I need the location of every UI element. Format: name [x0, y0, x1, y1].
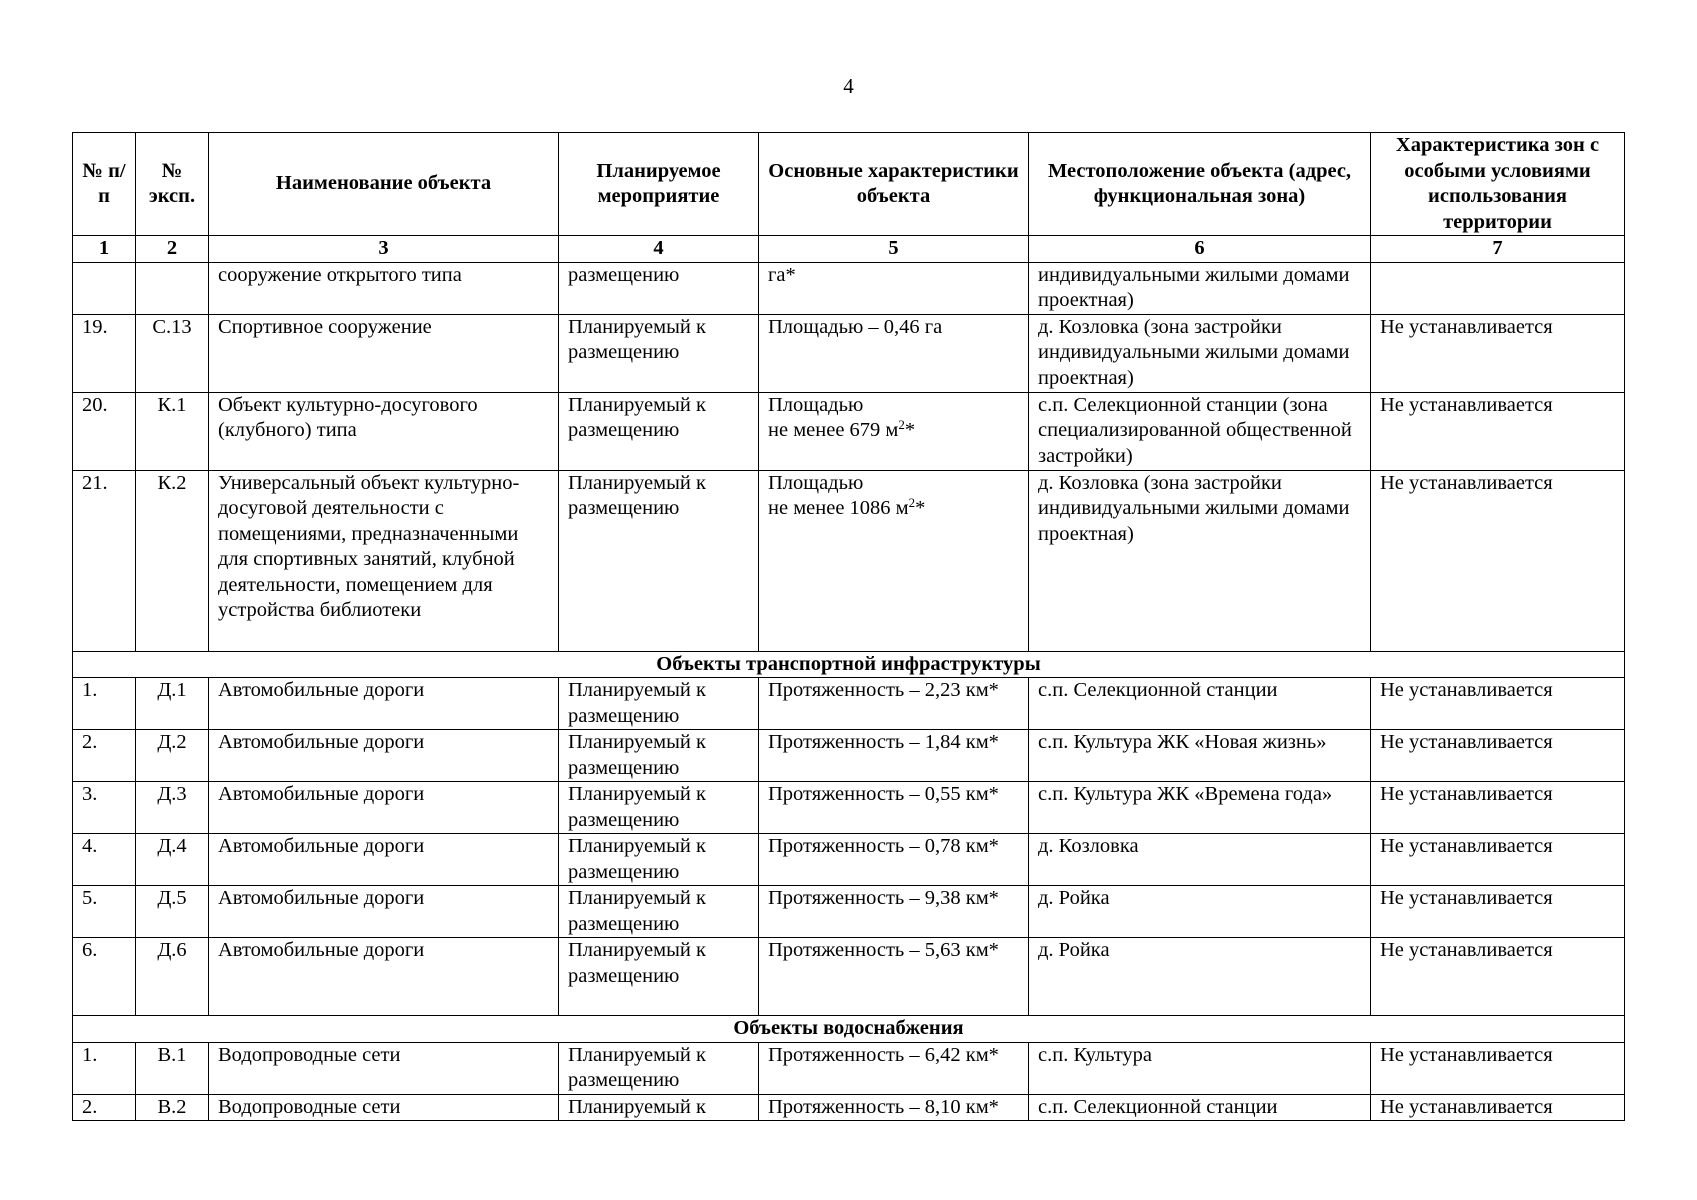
row-action: Планируемый к размещению: [559, 470, 759, 651]
row-exp: Д.3: [136, 782, 209, 834]
row-location: с.п. Культура ЖК «Новая жизнь»: [1029, 730, 1371, 782]
column-number: 1: [73, 236, 136, 263]
section-row: [73, 651, 1625, 678]
row-name: Водопроводные сети: [209, 1094, 559, 1121]
row-action: Планируемый к размещению: [559, 782, 759, 834]
header-name: Наименование объекта: [209, 133, 559, 236]
row-number: 1.: [73, 678, 136, 730]
row-number: 19.: [73, 314, 136, 392]
row-exp: Д.4: [136, 834, 209, 886]
row-characteristics: га*: [759, 262, 1029, 314]
table-row: [73, 314, 1625, 392]
header-characteristics: Основные характеристики объекта: [759, 133, 1029, 236]
row-characteristics: [759, 392, 1029, 470]
characteristics-line: [768, 496, 1019, 522]
column-number: 2: [136, 236, 209, 263]
area-value: не менее 1086 м: [768, 497, 909, 519]
table-row: [73, 392, 1625, 470]
row-action: Планируемый к размещению: [559, 392, 759, 470]
row-name: Автомобильные дороги: [209, 782, 559, 834]
table-row: [73, 678, 1625, 730]
row-number: 1.: [73, 1042, 136, 1094]
row-action: размещению: [559, 262, 759, 314]
table-row: [73, 470, 1625, 651]
row-location: с.п. Культура: [1029, 1042, 1371, 1094]
objects-table: [72, 132, 1625, 1121]
row-action: Планируемый к размещению: [559, 678, 759, 730]
row-action: Планируемый к размещению: [559, 834, 759, 886]
row-characteristics: [759, 470, 1029, 651]
table-row: [73, 938, 1625, 1016]
row-number: 3.: [73, 782, 136, 834]
row-location: с.п. Селекционной станции (зона специализированной общественной застройки): [1029, 392, 1371, 470]
table-row: [73, 1094, 1625, 1121]
row-location: с.п. Селекционной станции: [1029, 678, 1371, 730]
row-exp: С.13: [136, 314, 209, 392]
row-exp: К.2: [136, 470, 209, 651]
header-exp: № эксп.: [136, 133, 209, 236]
row-exp: В.2: [136, 1094, 209, 1121]
row-exp: Д.6: [136, 938, 209, 1016]
row-location: д. Ройка: [1029, 938, 1371, 1016]
row-name: Автомобильные дороги: [209, 834, 559, 886]
table-row: [73, 1042, 1625, 1094]
row-exp: В.1: [136, 1042, 209, 1094]
row-characteristics: Протяженность – 0,55 км*: [759, 782, 1029, 834]
row-name: Автомобильные дороги: [209, 886, 559, 938]
row-zone: Не устанавливается: [1371, 886, 1625, 938]
row-name: сооружение открытого типа: [209, 262, 559, 314]
table-row: [73, 886, 1625, 938]
column-number: 4: [559, 236, 759, 263]
row-exp: К.1: [136, 392, 209, 470]
row-zone: Не устанавливается: [1371, 834, 1625, 886]
row-number: 20.: [73, 392, 136, 470]
section-row: [73, 1016, 1625, 1043]
row-zone: Не устанавливается: [1371, 678, 1625, 730]
row-characteristics: Площадью – 0,46 га: [759, 314, 1029, 392]
row-zone: Не устанавливается: [1371, 1094, 1625, 1121]
row-action: Планируемый к размещению: [559, 938, 759, 1016]
header-row: [73, 133, 1625, 236]
row-action: Планируемый к размещению: [559, 314, 759, 392]
row-number: [73, 262, 136, 314]
row-name: Водопроводные сети: [209, 1042, 559, 1094]
characteristics-line: Площадью: [768, 393, 864, 416]
row-action: Планируемый к размещению: [559, 886, 759, 938]
row-name: Объект культурно-досугового (клубного) типа: [209, 392, 559, 470]
row-zone: Не устанавливается: [1371, 730, 1625, 782]
row-zone: Не устанавливается: [1371, 314, 1625, 392]
row-name: Универсальный объект культурно-досуговой деятельности с помещениями, предназначенными для спортивных занятий, клубной деятельности, помещением для устройства библиотеки: [209, 470, 559, 651]
row-location: д. Козловка (зона застройки индивидуальными жилыми домами проектная): [1029, 314, 1371, 392]
table-row: [73, 730, 1625, 782]
table-row: [73, 262, 1625, 314]
row-action: Планируемый к размещению: [559, 730, 759, 782]
row-location: индивидуальными жилыми домами проектная): [1029, 262, 1371, 314]
row-characteristics: Протяженность – 0,78 км*: [759, 834, 1029, 886]
table-row: [73, 834, 1625, 886]
row-name: Автомобильные дороги: [209, 938, 559, 1016]
row-characteristics: Протяженность – 5,63 км*: [759, 938, 1029, 1016]
column-number: 7: [1371, 236, 1625, 263]
column-number-row: [73, 236, 1625, 263]
row-zone: [1371, 262, 1625, 314]
area-superscript: 2: [898, 417, 905, 432]
row-zone: Не устанавливается: [1371, 938, 1625, 1016]
row-number: 6.: [73, 938, 136, 1016]
row-action: Планируемый к размещению: [559, 1042, 759, 1094]
header-action: Планируемое мероприятие: [559, 133, 759, 236]
header-number: № п/п: [73, 133, 136, 236]
row-number: 2.: [73, 1094, 136, 1121]
row-characteristics: Протяженность – 8,10 км*: [759, 1094, 1029, 1121]
header-zone: Характеристика зон с особыми условиями использования территории: [1371, 133, 1625, 236]
row-number: 5.: [73, 886, 136, 938]
row-characteristics: Протяженность – 1,84 км*: [759, 730, 1029, 782]
section-title-water: Объекты водоснабжения: [73, 1016, 1625, 1043]
row-location: с.п. Культура ЖК «Времена года»: [1029, 782, 1371, 834]
row-exp: Д.1: [136, 678, 209, 730]
area-footnote-mark: *: [904, 419, 916, 441]
table-row: [73, 782, 1625, 834]
row-location: д. Козловка: [1029, 834, 1371, 886]
column-number: 5: [759, 236, 1029, 263]
section-title-transport: Объекты транспортной инфраструктуры: [73, 651, 1625, 678]
row-exp: [136, 262, 209, 314]
characteristics-line: [768, 418, 1019, 444]
page-number: 4: [843, 74, 854, 98]
row-characteristics: Протяженность – 2,23 км*: [759, 678, 1029, 730]
row-number: 4.: [73, 834, 136, 886]
row-location: с.п. Селекционной станции: [1029, 1094, 1371, 1121]
column-number: 3: [209, 236, 559, 263]
row-characteristics: Протяженность – 6,42 км*: [759, 1042, 1029, 1094]
column-number: 6: [1029, 236, 1371, 263]
row-number: 21.: [73, 470, 136, 651]
row-name: Автомобильные дороги: [209, 730, 559, 782]
area-footnote-mark: *: [915, 497, 926, 519]
row-number: 2.: [73, 730, 136, 782]
row-action: Планируемый к: [559, 1094, 759, 1121]
row-zone: Не устанавливается: [1371, 782, 1625, 834]
row-exp: Д.2: [136, 730, 209, 782]
header-location: Местоположение объекта (адрес, функциональная зона): [1029, 133, 1371, 236]
row-name: Спортивное сооружение: [209, 314, 559, 392]
area-superscript: 2: [908, 495, 916, 510]
area-value: не менее 679 м: [768, 419, 899, 441]
row-location: д. Ройка: [1029, 886, 1371, 938]
characteristics-line: Площадью: [768, 471, 864, 494]
row-name: Автомобильные дороги: [209, 678, 559, 730]
row-zone: Не устанавливается: [1371, 392, 1625, 470]
row-zone: Не устанавливается: [1371, 1042, 1625, 1094]
row-location: д. Козловка (зона застройки индивидуальными жилыми домами проектная): [1029, 470, 1371, 651]
row-zone: Не устанавливается: [1371, 470, 1625, 651]
row-characteristics: Протяженность – 9,38 км*: [759, 886, 1029, 938]
row-exp: Д.5: [136, 886, 209, 938]
